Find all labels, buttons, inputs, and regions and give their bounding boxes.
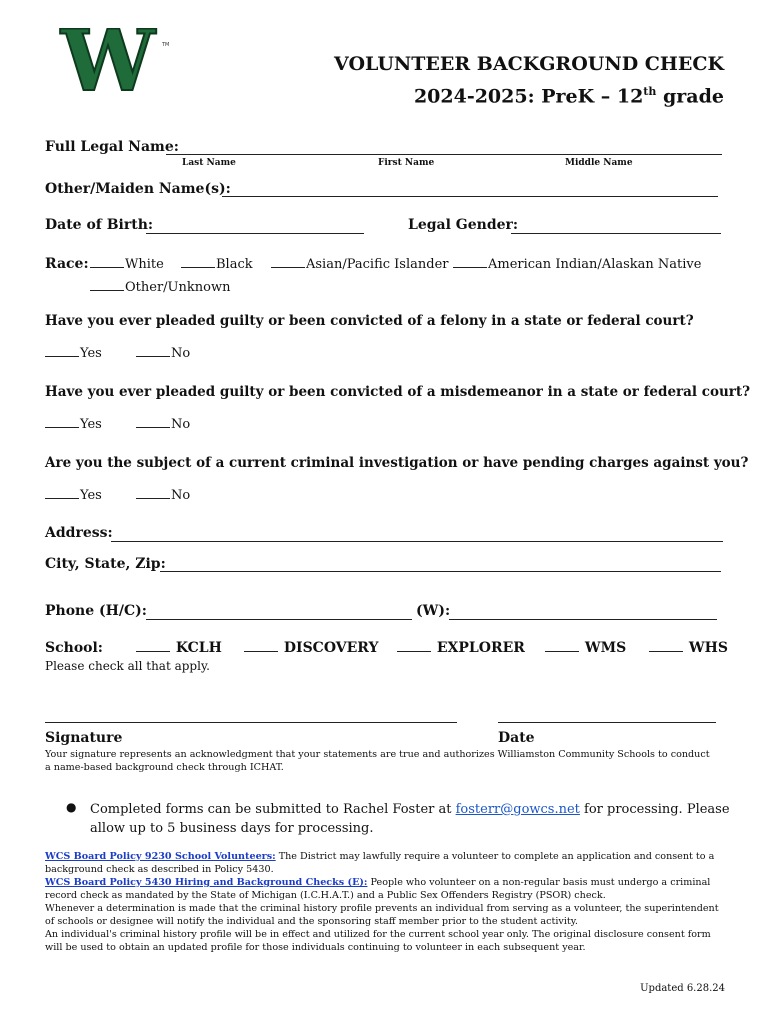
updated-date: Updated 6.28.24 [640, 983, 725, 994]
phone-w-label: (W): [416, 603, 451, 619]
last-name-sublabel: Last Name [182, 158, 236, 168]
other-name-field[interactable] [222, 196, 718, 197]
answer-blank[interactable] [45, 417, 79, 428]
school-option-kclh[interactable]: KCLH [136, 640, 222, 656]
date-field[interactable] [498, 722, 716, 723]
race-option-other[interactable]: Other/Unknown [90, 280, 230, 295]
question-investigation: Are you the subject of a current criminal investigation or have pending charges against you? [45, 455, 749, 471]
race-option-black[interactable]: Black [181, 257, 253, 272]
policy-section [45, 850, 725, 954]
gender-label: Legal Gender: [408, 217, 519, 233]
gender-field[interactable] [511, 233, 721, 234]
race-blank[interactable] [181, 257, 215, 268]
policy-profile: An individual's criminal history profile will be in effect and utilized for the current school year only. The original disclosure consent form will be used to obtain an updated profile for those individuals continuing to volunteer in each subsequent year. [45, 929, 711, 953]
bullet-icon: ● [66, 800, 77, 814]
other-name-label: Other/Maiden Name(s): [45, 181, 231, 197]
school-blank[interactable] [244, 641, 278, 652]
signature-label: Signature [45, 730, 123, 746]
school-option-explorer[interactable]: EXPLORER [397, 640, 525, 656]
city-field[interactable] [160, 571, 721, 572]
policy-5430-link[interactable]: WCS Board Policy 5430 Hiring and Background Checks (E): [45, 877, 368, 888]
race-option-american-indian[interactable]: American Indian/Alaskan Native [453, 257, 701, 272]
full-name-field[interactable] [166, 154, 722, 155]
race-option-asian[interactable]: Asian/Pacific Islander [271, 257, 448, 272]
signature-note: Your signature represents an acknowledgment that your statements are true and authorizes Williamston Community Schools to conduct a name-based background check through ICHAT. [45, 749, 710, 773]
school-blank[interactable] [649, 641, 683, 652]
school-blank[interactable] [397, 641, 431, 652]
race-label: Race: [45, 256, 89, 272]
misdemeanor-yes[interactable]: Yes [45, 417, 102, 432]
school-note: Please check all that apply. [45, 659, 210, 673]
w-logo-icon [54, 28, 174, 98]
phone-field[interactable] [146, 619, 412, 620]
signature-field[interactable] [45, 722, 457, 723]
investigation-yes[interactable]: Yes [45, 488, 102, 503]
policy-9230-link[interactable]: WCS Board Policy 9230 School Volunteers: [45, 851, 276, 862]
title-line-1: VOLUNTEER BACKGROUND CHECK [334, 53, 724, 75]
email-link[interactable]: fosterr@gowcs.net [455, 802, 580, 817]
school-blank[interactable] [136, 641, 170, 652]
policy-9230: WCS Board Policy 9230 School Volunteers: The District may lawfully require a volunteer to complete an application and consent to a background check as described in Policy 5430. [45, 851, 715, 875]
school-option-wms[interactable]: WMS [545, 640, 626, 656]
race-blank[interactable] [90, 280, 124, 291]
felony-yes[interactable]: Yes [45, 346, 102, 361]
title-line-2: 2024-2025: PreK – 12th grade [413, 85, 724, 108]
city-label: City, State, Zip: [45, 556, 166, 572]
school-logo [54, 28, 174, 98]
dob-label: Date of Birth: [45, 217, 154, 233]
address-field[interactable] [111, 541, 723, 542]
middle-name-sublabel: Middle Name [565, 158, 633, 168]
logo-trademark: TM [162, 42, 170, 48]
answer-blank[interactable] [136, 488, 170, 499]
misdemeanor-no[interactable]: No [136, 417, 190, 432]
school-blank[interactable] [545, 641, 579, 652]
submission-instructions: Completed forms can be submitted to Rachel Foster at fosterr@gowcs.net for processing. Please allow up to 5 business days for processing. [90, 802, 730, 836]
answer-blank[interactable] [45, 346, 79, 357]
race-option-white[interactable]: White [90, 257, 164, 272]
first-name-sublabel: First Name [378, 158, 435, 168]
address-label: Address: [45, 525, 113, 541]
dob-field[interactable] [146, 233, 364, 234]
race-blank[interactable] [90, 257, 124, 268]
race-blank[interactable] [453, 257, 487, 268]
investigation-no[interactable]: No [136, 488, 190, 503]
felony-no[interactable]: No [136, 346, 190, 361]
policy-determination: Whenever a determination is made that the criminal history profile prevents an individual from serving as a volunteer, the superintendent of schools or designee will notify the individual and the sponsoring staff member prior to the student activity. [45, 903, 719, 927]
policy-5430: WCS Board Policy 5430 Hiring and Background Checks (E): People who volunteer on a non-regular basis must undergo a criminal record check as mandated by the State of Michigan (I.C.H.A.T.) and a Public Sex Offenders Registry (PSOR) check. [45, 877, 711, 901]
logo-letter: W [60, 28, 156, 98]
question-felony: Have you ever pleaded guilty or been convicted of a felony in a state or federal court? [45, 313, 694, 329]
answer-blank[interactable] [136, 417, 170, 428]
phone-w-field[interactable] [449, 619, 717, 620]
question-misdemeanor: Have you ever pleaded guilty or been convicted of a misdemeanor in a state or federal court? [45, 384, 751, 400]
full-name-label: Full Legal Name: [45, 139, 179, 155]
school-option-discovery[interactable]: DISCOVERY [244, 640, 379, 656]
race-blank[interactable] [271, 257, 305, 268]
school-label: School: [45, 640, 103, 656]
answer-blank[interactable] [136, 346, 170, 357]
page-title [334, 50, 724, 110]
phone-label: Phone (H/C): [45, 603, 147, 619]
school-option-whs[interactable]: WHS [649, 640, 728, 656]
date-label: Date [498, 730, 535, 746]
answer-blank[interactable] [45, 488, 79, 499]
